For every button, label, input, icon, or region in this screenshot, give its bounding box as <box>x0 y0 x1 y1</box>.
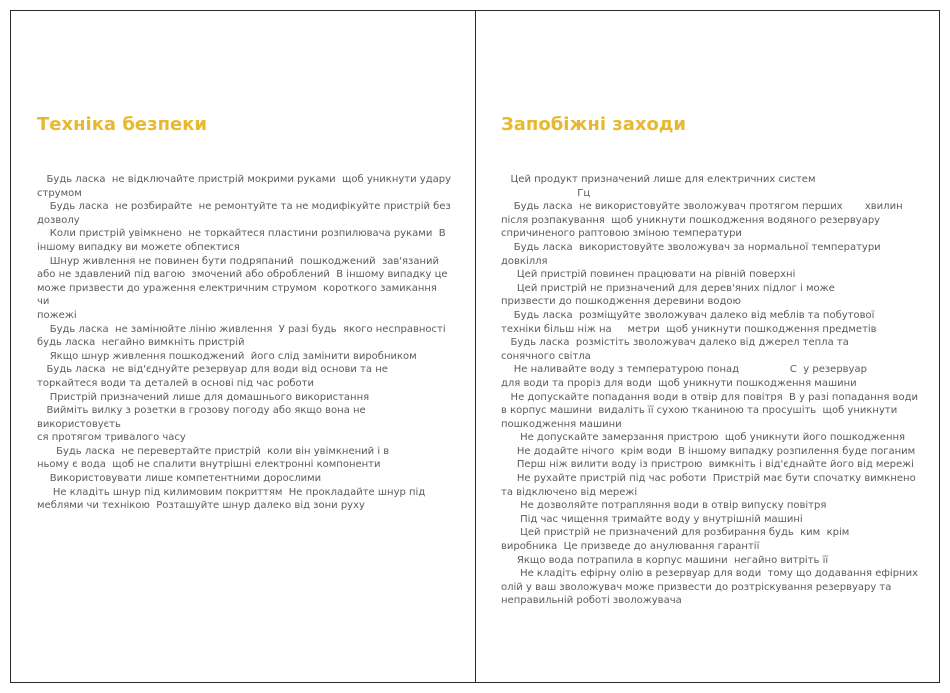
precaution-item: Перш ніж вилити воду із пристрою вимкніть і від'єднайте його від мережі <box>501 459 914 471</box>
safety-column <box>37 114 452 513</box>
safety-item: Якщо шнур живлення пошкоджений його слід замінити виробником <box>37 350 417 362</box>
precaution-item: Не кладіть ефірну олію в резервуар для води тому що додавання ефірних олій у ваш зволожувач може призвести до розтріскування резервуару та неправильній роботі зволожувача <box>501 568 919 607</box>
precaution-item: Будь ласка розміщуйте зволожувач далеко від меблів та побутової техніки більш ніж на метри щоб уникнути пошкодження предметів <box>501 309 877 335</box>
safety-item: Вийміть вилку з розетки в грозову погоду або якщо вона не використовуєть ся протягом тривалого часу <box>37 405 366 444</box>
precaution-item: Не рухайте пристрій під час роботи Пристрій має бути спочатку вимкнено та відключено від мережі <box>501 473 916 498</box>
precaution-item: Не дозволяйте потрапляння води в отвір випуску повітря <box>501 500 827 512</box>
precautions-heading: Запобіжні заходи <box>501 114 686 135</box>
precaution-item: Будь ласка використовуйте зволожувач за нормальної температури довкілля <box>501 241 881 267</box>
precaution-item: Під час чищення тримайте воду у внутрішній машині <box>501 513 803 525</box>
safety-item: Будь ласка не розбирайте не ремонтуйте та не модифікуйте пристрій без дозволу <box>37 201 451 226</box>
precautions-column <box>501 114 919 608</box>
safety-item: Будь ласка не відключайте пристрій мокрими руками щоб уникнути удару струмом <box>37 174 452 199</box>
precaution-item: Якщо вода потрапила в корпус машини негайно витріть її <box>501 554 829 566</box>
safety-item: Коли пристрій увімкнено не торкайтеся пластини розпилювача руками В іншому випадку ви можете обпектися <box>37 228 446 253</box>
safety-item: Використовувати лише компетентними дорослими <box>37 473 322 485</box>
safety-list <box>37 173 452 513</box>
precaution-item: Будь ласка розмістіть зволожувач далеко від джерел тепла та сонячного світла <box>501 337 849 362</box>
precaution-item: Цей пристрій повинен працювати на рівній поверхні <box>501 269 796 281</box>
precaution-item: Не допускайте замерзання пристрою щоб уникнути його пошкодження <box>501 432 906 444</box>
precaution-item: Не наливайте воду з температурою понад С у резервуар для води та проріз для води щоб уникнути пошкодження машини <box>501 364 867 389</box>
precaution-item: Будь ласка не використовуйте зволожувач протягом перших хвилин після розпакування щоб уникнути пошкодження водяного резервуару спричиненого раптовою зміною температури <box>501 201 903 240</box>
safety-item: Будь ласка не перевертайте пристрій коли він увімкнений і в ньому є вода щоб не спалити внутрішні електронні компоненти <box>37 445 390 471</box>
precautions-list <box>501 173 919 608</box>
safety-item: Не кладіть шнур під килимовим покриттям Не прокладайте шнур під меблями чи технікою Розташуйте шнур далеко від зони руху <box>37 486 426 512</box>
page-divider <box>475 10 476 683</box>
safety-item: Будь ласка не замінюйте лінію живлення У разі будь якого несправності будь ласка негайно вимкніть пристрій <box>37 323 446 349</box>
precaution-item: Не допускайте попадання води в отвір для повітря В у разі попадання води в корпус машини видаліть її сухою тканиною та просушіть щоб уникнути пошкодження машини <box>501 391 918 430</box>
safety-item: Будь ласка не від'єднуйте резервуар для води від основи та не торкайтеся води та деталей в основі під час роботи <box>37 364 388 389</box>
safety-item: Шнур живлення не повинен бути подряпаний пошкоджений зав'язаний або не здавлений під вагою змочений або оброблений В іншому випадку це може призвести до ураження електричним струмом короткого замикання чи пожежі <box>37 255 448 321</box>
precaution-item: Цей пристрій не призначений для розбирання будь ким крім виробника Це призведе до анулювання гарантії <box>501 527 850 553</box>
safety-heading: Техніка безпеки <box>37 114 208 135</box>
safety-item: Пристрій призначений лише для домашнього використання <box>37 391 370 403</box>
precaution-item: Не додайте нічого крім води В іншому випадку розпилення буде поганим <box>501 445 916 457</box>
precaution-item: Цей продукт призначений лише для електричних систем Гц <box>510 174 816 199</box>
precaution-item: Цей пристрій не призначений для дерев'яних підлог і може призвести до пошкодження деревини водою <box>501 282 835 308</box>
